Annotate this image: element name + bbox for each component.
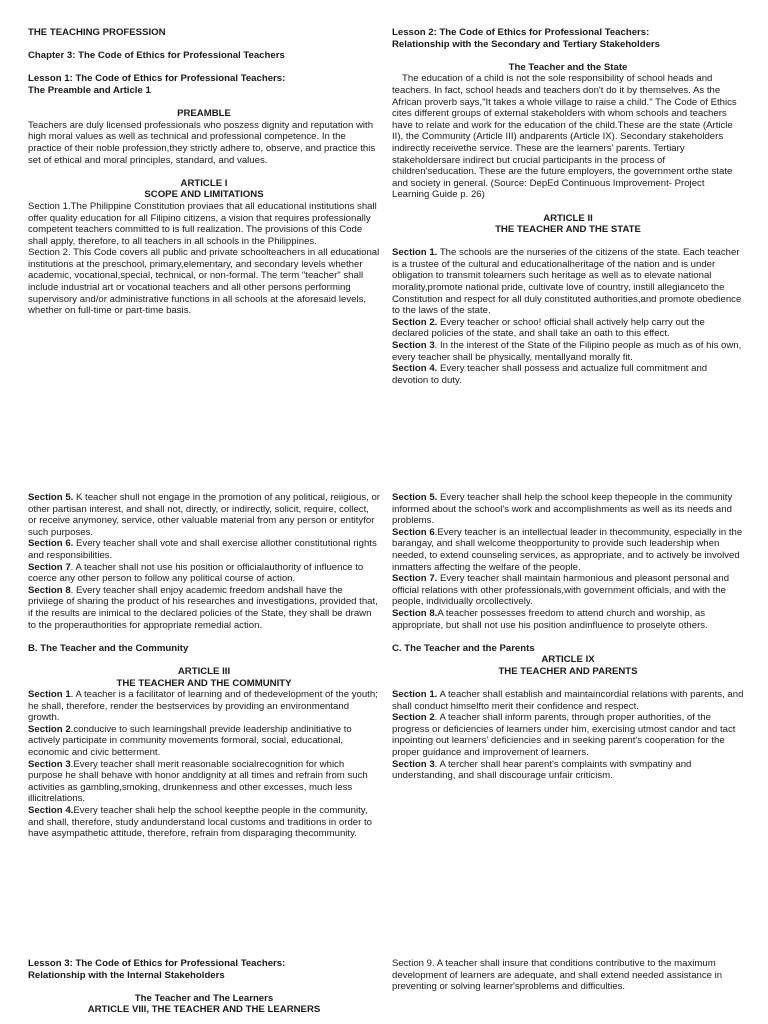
section-text: K teacher shull not engage in the promotion of any political, reiigious, or other partisan interest, and shall not, directly, or indirectly, solicit, require, collect, or receive anymoney, service, other valuable material from any person or entityfor such purposes. xyxy=(28,492,380,538)
section-label: Section 4. xyxy=(28,805,74,817)
section-label: Section 2 xyxy=(392,712,435,724)
section-paragraph xyxy=(392,363,744,386)
section-label: Section 5. xyxy=(28,492,74,503)
article-heading: ARTICLE VIII, THE TEACHER AND THE LEARNERS xyxy=(87,1004,321,1016)
section-paragraph xyxy=(392,712,744,758)
section-paragraph xyxy=(392,492,744,527)
section-text: Every teacher shall help the school keep thepeople in the community informed about the school's work and accomplishments as well as its needs and problems. xyxy=(392,492,733,527)
section-label: Section 2. xyxy=(392,316,438,328)
preamble-text: Teachers are duly licensed professionals who poszess dignity and reputation with high moral values as well as technical and professional competence. In the practice of their noble profession,they strictly adhere to, observe, and practice this set of ethical and moral principles, standard, and values. xyxy=(28,119,376,166)
section-label: Section 1 xyxy=(28,689,71,701)
section-label: Section 2 xyxy=(28,723,71,735)
section-paragraph xyxy=(28,724,380,759)
section-label: Section 5. xyxy=(392,492,438,503)
part-heading: C. The Teacher and the Parents xyxy=(392,642,535,654)
intro-paragraph: The education of a child is not the sole responsibility of school heads and teachers. In fact, school heads and teachers don't do it by themselves. As the African proverb says,"It takes a whole village to raise a child." The Code of Ethics cites different groups of external stakeholders with whom schools and teachers have to relate and work for the education of the child.These are the state (Article II), the Community (Article III) andparents (Article IX). Secondary stakeholders indirectly receivethe service. These are the learners' parents. Tertiary stakeholdersare indirect but crucial participants in the process of children'seducation. These are the future employers, the government orthe state and society in general. (Source: DepEd Continuous Improvement- Project Learning Guide p. 26) xyxy=(392,73,737,201)
doc-title: THE TEACHING PROFESSION xyxy=(28,27,166,38)
section-text: Every teacher shall possess and actualize full commitment and devotion to duty. xyxy=(392,363,708,386)
section-text: Every teacher shall maintain harmonious and pleasont personal and official relations with other professionals,with government officials, and with the people, individually orcollectively. xyxy=(392,573,730,608)
section-text: The schools are the nurseries of the citizens of the state. Each teacher is a trustee of the cultural and educationalheritage of the nation and is under obligation to transmit tolearners such heritage as well as to elevate national morality,promote national pride, cultivate love of country, instill allegianceto the Constitution and respect for all duly constituted authorities,and promote obedience to the laws of the state. xyxy=(392,247,742,317)
page2-left-column xyxy=(28,492,380,840)
section-paragraph xyxy=(28,562,380,585)
section-paragraph xyxy=(392,608,744,631)
section-text: .Every teacher is an intellectual leader in thecommunity, especially in the barangay, and shall welcome theopportunity to provide such leadership when needed, to extend counseling services, as appropriate, and to actively be involved inmatters affecting the welfare of the people. xyxy=(392,526,743,573)
section-text: A teacher shall establish and maintaincordial relations with parents, and shall conduct himselfto merit their confidence and respect. xyxy=(392,689,744,712)
section-label: Section 7. xyxy=(392,573,438,585)
lesson-heading-line2: Relationship with the Secondary and Tertiary Stakeholders xyxy=(392,38,660,50)
section-paragraph: Section 2. This Code covers all public and private schoolteachers in all educational institutions at the preschool, primary,elementary, and secondary levels whether academic, vocational,special, technical, or non-formal. The term "teacher" shall include industrial art or vocational teachers and all other persons performing supervisory and/or administrative functions in all schools at the aforesaid levels, whether on full-time or part-time basis. xyxy=(28,247,380,317)
section-paragraph xyxy=(28,538,380,561)
section-paragraph xyxy=(28,805,380,840)
section-paragraph xyxy=(392,689,744,712)
article-heading: ARTICLE II xyxy=(543,212,593,224)
section-label: Section 7 xyxy=(28,561,71,573)
section-label: Section 8. xyxy=(392,607,438,619)
lesson-heading-line1: Lesson 2: The Code of Ethics for Professional Teachers: xyxy=(392,27,650,38)
section-label: Section 1. xyxy=(392,689,438,701)
section-text: Every teacher shall vote and shall exercise allother constitutional rights and responsibilities. xyxy=(28,538,377,561)
lesson-heading-line1: Lesson 3: The Code of Ethics for Professional Teachers: xyxy=(28,958,286,969)
section-text: .conducive to such learningshall previde leadership andinitiative to actively participate in community movements formoral, social, educational, economic and civic betterment. xyxy=(28,723,352,759)
section-text: Every teacher shali help the school keepthe people in the community, and shall, therefore, study andunderstand local customs and traditions in order to have asympathetic attitude, therefore, refrain from disparaging thecommunity. xyxy=(28,805,372,840)
section-paragraph xyxy=(28,492,380,538)
section-text: .Every teacher shall merit reasonable socialrecognition for which purpose he shall behave with honor anddignity at all times and refrain from such activities as gambling,smoking, drunkenness and other excesses, much less illicitrelations. xyxy=(28,758,368,805)
preamble-heading: PREAMBLE xyxy=(177,108,231,120)
section-paragraph xyxy=(392,759,744,782)
section-label: Section 6 xyxy=(392,526,435,538)
section-label: Section 6. xyxy=(28,538,74,550)
section-paragraph xyxy=(392,573,744,608)
section-label: Section 4. xyxy=(392,363,438,375)
article-subheading: THE TEACHER AND THE STATE xyxy=(495,224,641,236)
article-heading: ARTICLE I xyxy=(180,177,228,189)
section-paragraph xyxy=(392,340,744,363)
section-text: . A tercher shall hear parent's complaints with svmpatiny and understanding, and shall discourage unfair criticism. xyxy=(392,758,692,782)
article-subheading: SCOPE AND LIMITATIONS xyxy=(144,189,264,201)
section-subtitle: The Teacher and the State xyxy=(508,61,628,73)
section-paragraph: Section 9. A teacher shall insure that conditions contributive to the maximum development of learners are adequate, and shall extend needed assistance in preventing or solving learner'sproblems and difficulties. xyxy=(392,958,723,993)
lesson-heading-line2: Relationship with the Internal Stakeholders xyxy=(28,969,225,981)
section-label: Section 3 xyxy=(392,758,435,770)
lesson-heading-line1: Lesson 1: The Code of Ethics for Professional Teachers: xyxy=(28,73,286,85)
section-paragraph xyxy=(392,317,744,340)
page3-right-column xyxy=(392,958,744,993)
section-label: Section 3 xyxy=(392,340,435,352)
section-label: Section 1. xyxy=(392,247,438,259)
section-paragraph xyxy=(28,585,380,631)
section-text: . A teacher is a facilitator of learning and of thedevelopment of the youth; he shall, therefore, render the bestservices by providing an environmentand growth. xyxy=(28,689,378,724)
chapter-heading: Chapter 3: The Code of Ethics for Professional Teachers xyxy=(28,50,285,62)
section-paragraph xyxy=(392,247,744,317)
article-heading: ARTICLE III xyxy=(177,665,231,677)
page2-right-column xyxy=(392,492,744,782)
page3-left-column xyxy=(28,958,380,1016)
section-text: . In the interest of the State of the Filipino people as much as of his own, every teacher shall be physically, mentallyand morally fit. xyxy=(392,340,742,363)
article-heading: ARTICLE IX xyxy=(541,654,595,666)
section-text: Every teacher or schoo! official shall actively help carry out the declared policies of the state, and shall take an oath to this effect. xyxy=(392,316,705,340)
section-text: A teacher possesses freedom to attend church and worship, as appropriate, but shall not use his position andinfluence to proselyte others. xyxy=(392,607,708,631)
section-subtitle: The Teacher and The Learners xyxy=(134,992,274,1004)
section-paragraph xyxy=(28,689,380,724)
section-text: . A teacher shall inform parents, through proper authorities, of the progress or deficiencies of learners under him, exercising utmost candor and tact inpointing out learners' deficiencies and in seeking parent's cooperation for the proper guidance and improvement of learners. xyxy=(392,712,736,759)
section-paragraph: Section 1.The Philippine Constitution proviaes that all educational institutions shall offer quality education for all Filipino citizens, a vision that requires professionally competent teachers committed to is full realization. The provisions of this Code shall apply, therefore, to all teachers in all schools in the Philippines. xyxy=(28,200,377,247)
part-heading: B. The Teacher and the Community xyxy=(28,642,189,654)
section-paragraph xyxy=(28,759,380,805)
section-paragraph xyxy=(392,527,744,573)
section-label: Section 8 xyxy=(28,584,71,596)
article-subheading: THE TEACHER AND PARENTS xyxy=(498,665,638,677)
page1-right-column xyxy=(392,27,744,386)
article-subheading: THE TEACHER AND THE COMMUNITY xyxy=(116,677,292,689)
section-text: . Every teacher shall enjoy academic freedom andshall have the priviiege of sharing the product of his researches and investigations, provided that, if the results are inimical to the declared policies of the State, they shall be drawn to the properauthorities for appropriate remedial action. xyxy=(28,584,378,631)
section-text: . A teacher shall not use his position or officialauthority of influence to coerce any other person to follow any political course of action. xyxy=(28,561,364,585)
page1-left-column xyxy=(28,27,380,317)
section-label: Section 3 xyxy=(28,758,71,770)
lesson-heading-line2: The Preamble and Article 1 xyxy=(28,84,151,96)
